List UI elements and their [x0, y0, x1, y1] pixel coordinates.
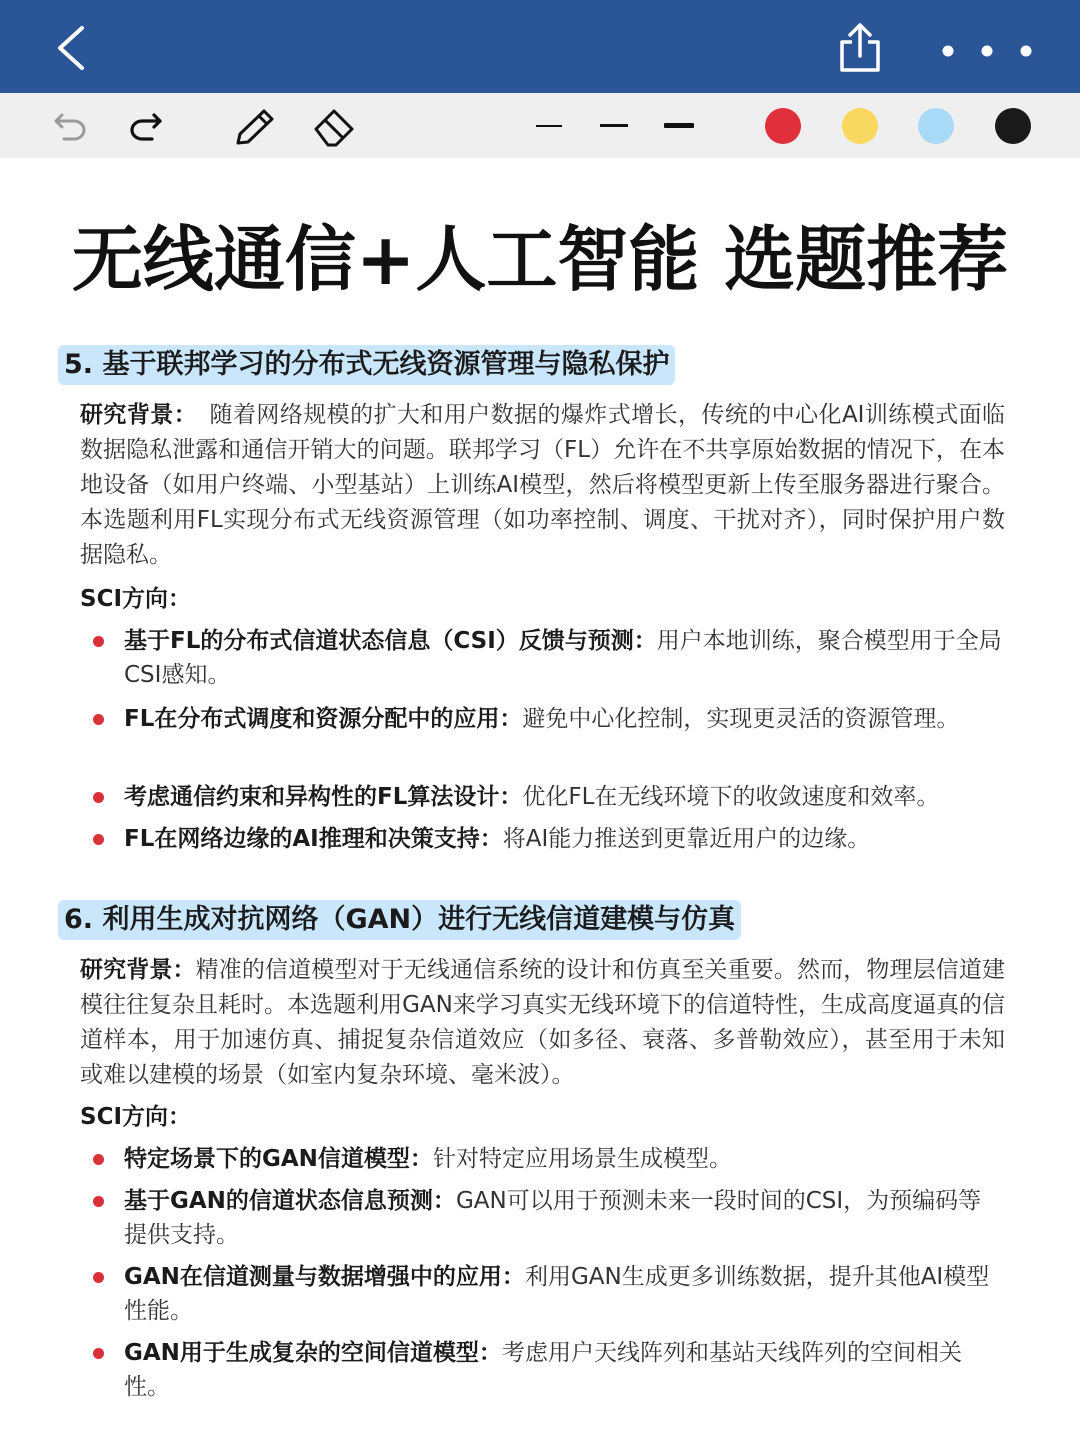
undo-icon[interactable] [52, 111, 88, 141]
list-item [124, 1142, 1004, 1176]
list-item [124, 780, 1004, 814]
item-title: 基于FL的分布式信道状态信息（CSI）反馈与预测： [124, 628, 657, 654]
sci-direction-label: SCI方向： [80, 586, 192, 612]
item-text: GAN可以用于预测未来一段时间的CSI，为预编码等提供支持。 [124, 1188, 982, 1248]
color-black-swatch[interactable] [995, 108, 1031, 144]
item-title: 特定场景下的GAN信道模型： [124, 1146, 433, 1172]
top-app-bar [0, 0, 1080, 93]
list-item [124, 1184, 1004, 1252]
stroke-medium-button[interactable] [600, 124, 628, 127]
pencil-icon[interactable] [232, 107, 276, 147]
bullet-dot [93, 834, 104, 845]
section-heading: 5. 基于联邦学习的分布式无线资源管理与隐私保护 [58, 345, 675, 385]
item-text: 避免中心化控制，实现更灵活的资源管理。 [522, 706, 960, 732]
list-item [124, 822, 1004, 856]
stroke-thick-button[interactable] [664, 123, 694, 128]
color-red-swatch[interactable] [765, 108, 801, 144]
sci-direction-label: SCI方向： [80, 1104, 192, 1130]
background-text: 随着网络规模的扩大和用户数据的爆炸式增长，传统的中心化AI训练模式面临数据隐私泄露和通信开销大的问题。联邦学习（FL）允许在不共享原始数据的情况下，在本地设备（如用户终端、小型基站）上训练AI模型，然后将模型更新上传至服务器进行聚合。本选题利用FL实现分布式无线资源管理（如功率控制、调度、干扰对齐），同时保护用户数据隐私。 [80, 402, 1005, 568]
item-text: 针对特定应用场景生成模型。 [432, 1146, 732, 1172]
background-text: 精准的信道模型对于无线通信系统的设计和仿真至关重要。然而，物理层信道建模往往复杂且耗时。本选题利用GAN来学习真实无线环境下的信道特性，生成高度逼真的信道样本，用于加速仿真、捕捉复杂信道效应（如多径、衰落、多普勒效应），甚至用于未知或难以建模的场景（如室内复杂环境、毫米波）。 [80, 957, 1006, 1088]
color-lightblue-swatch[interactable] [918, 108, 954, 144]
item-text: 优化FL在无线环境下的收敛速度和效率。 [522, 784, 940, 810]
bullet-dot [93, 1196, 104, 1207]
item-title: GAN在信道测量与数据增强中的应用： [124, 1264, 525, 1290]
bullet-dot [93, 714, 104, 725]
document-title: 无线通信+人工智能 选题推荐 [71, 218, 1009, 301]
annotation-toolbar [0, 93, 1080, 158]
research-background [80, 953, 1005, 1093]
chevron-left-icon[interactable] [52, 24, 92, 72]
share-icon[interactable] [836, 22, 884, 74]
item-title: GAN用于生成复杂的空间信道模型： [124, 1340, 502, 1366]
color-yellow-swatch[interactable] [842, 108, 878, 144]
list-item [124, 702, 1004, 736]
item-text: 利用GAN生成更多训练数据，提升其他AI模型性能。 [124, 1264, 990, 1324]
list-item [124, 1260, 1004, 1328]
list-item [124, 1336, 1004, 1404]
item-title: FL在分布式调度和资源分配中的应用： [124, 706, 523, 732]
bullet-dot [93, 1272, 104, 1283]
stroke-thin-button[interactable] [536, 125, 562, 127]
item-text: 用户本地训练，聚合模型用于全局CSI感知。 [124, 628, 1002, 688]
item-text: 将AI能力推送到更靠近用户的边缘。 [502, 826, 871, 852]
bullet-dot [93, 1348, 104, 1359]
bullet-dot [93, 636, 104, 647]
item-title: 基于GAN的信道状态信息预测： [124, 1188, 456, 1214]
item-title: 考虑通信约束和异构性的FL算法设计： [124, 784, 523, 810]
research-background [80, 398, 1005, 573]
section-heading: 6. 利用生成对抗网络（GAN）进行无线信道建模与仿真 [58, 900, 741, 940]
list-item [124, 624, 1004, 692]
item-text: 考虑用户天线阵列和基站天线阵列的空间相关性。 [124, 1340, 962, 1400]
bullet-dot [93, 1154, 104, 1165]
redo-icon[interactable] [128, 111, 164, 141]
bullet-dot [93, 792, 104, 803]
document-page [0, 158, 1080, 1443]
background-label: 研究背景： [80, 402, 198, 428]
more-dots-icon[interactable] [936, 38, 1036, 64]
background-label: 研究背景： [80, 957, 196, 983]
eraser-icon[interactable] [312, 107, 356, 147]
item-title: FL在网络边缘的AI推理和决策支持： [124, 826, 503, 852]
